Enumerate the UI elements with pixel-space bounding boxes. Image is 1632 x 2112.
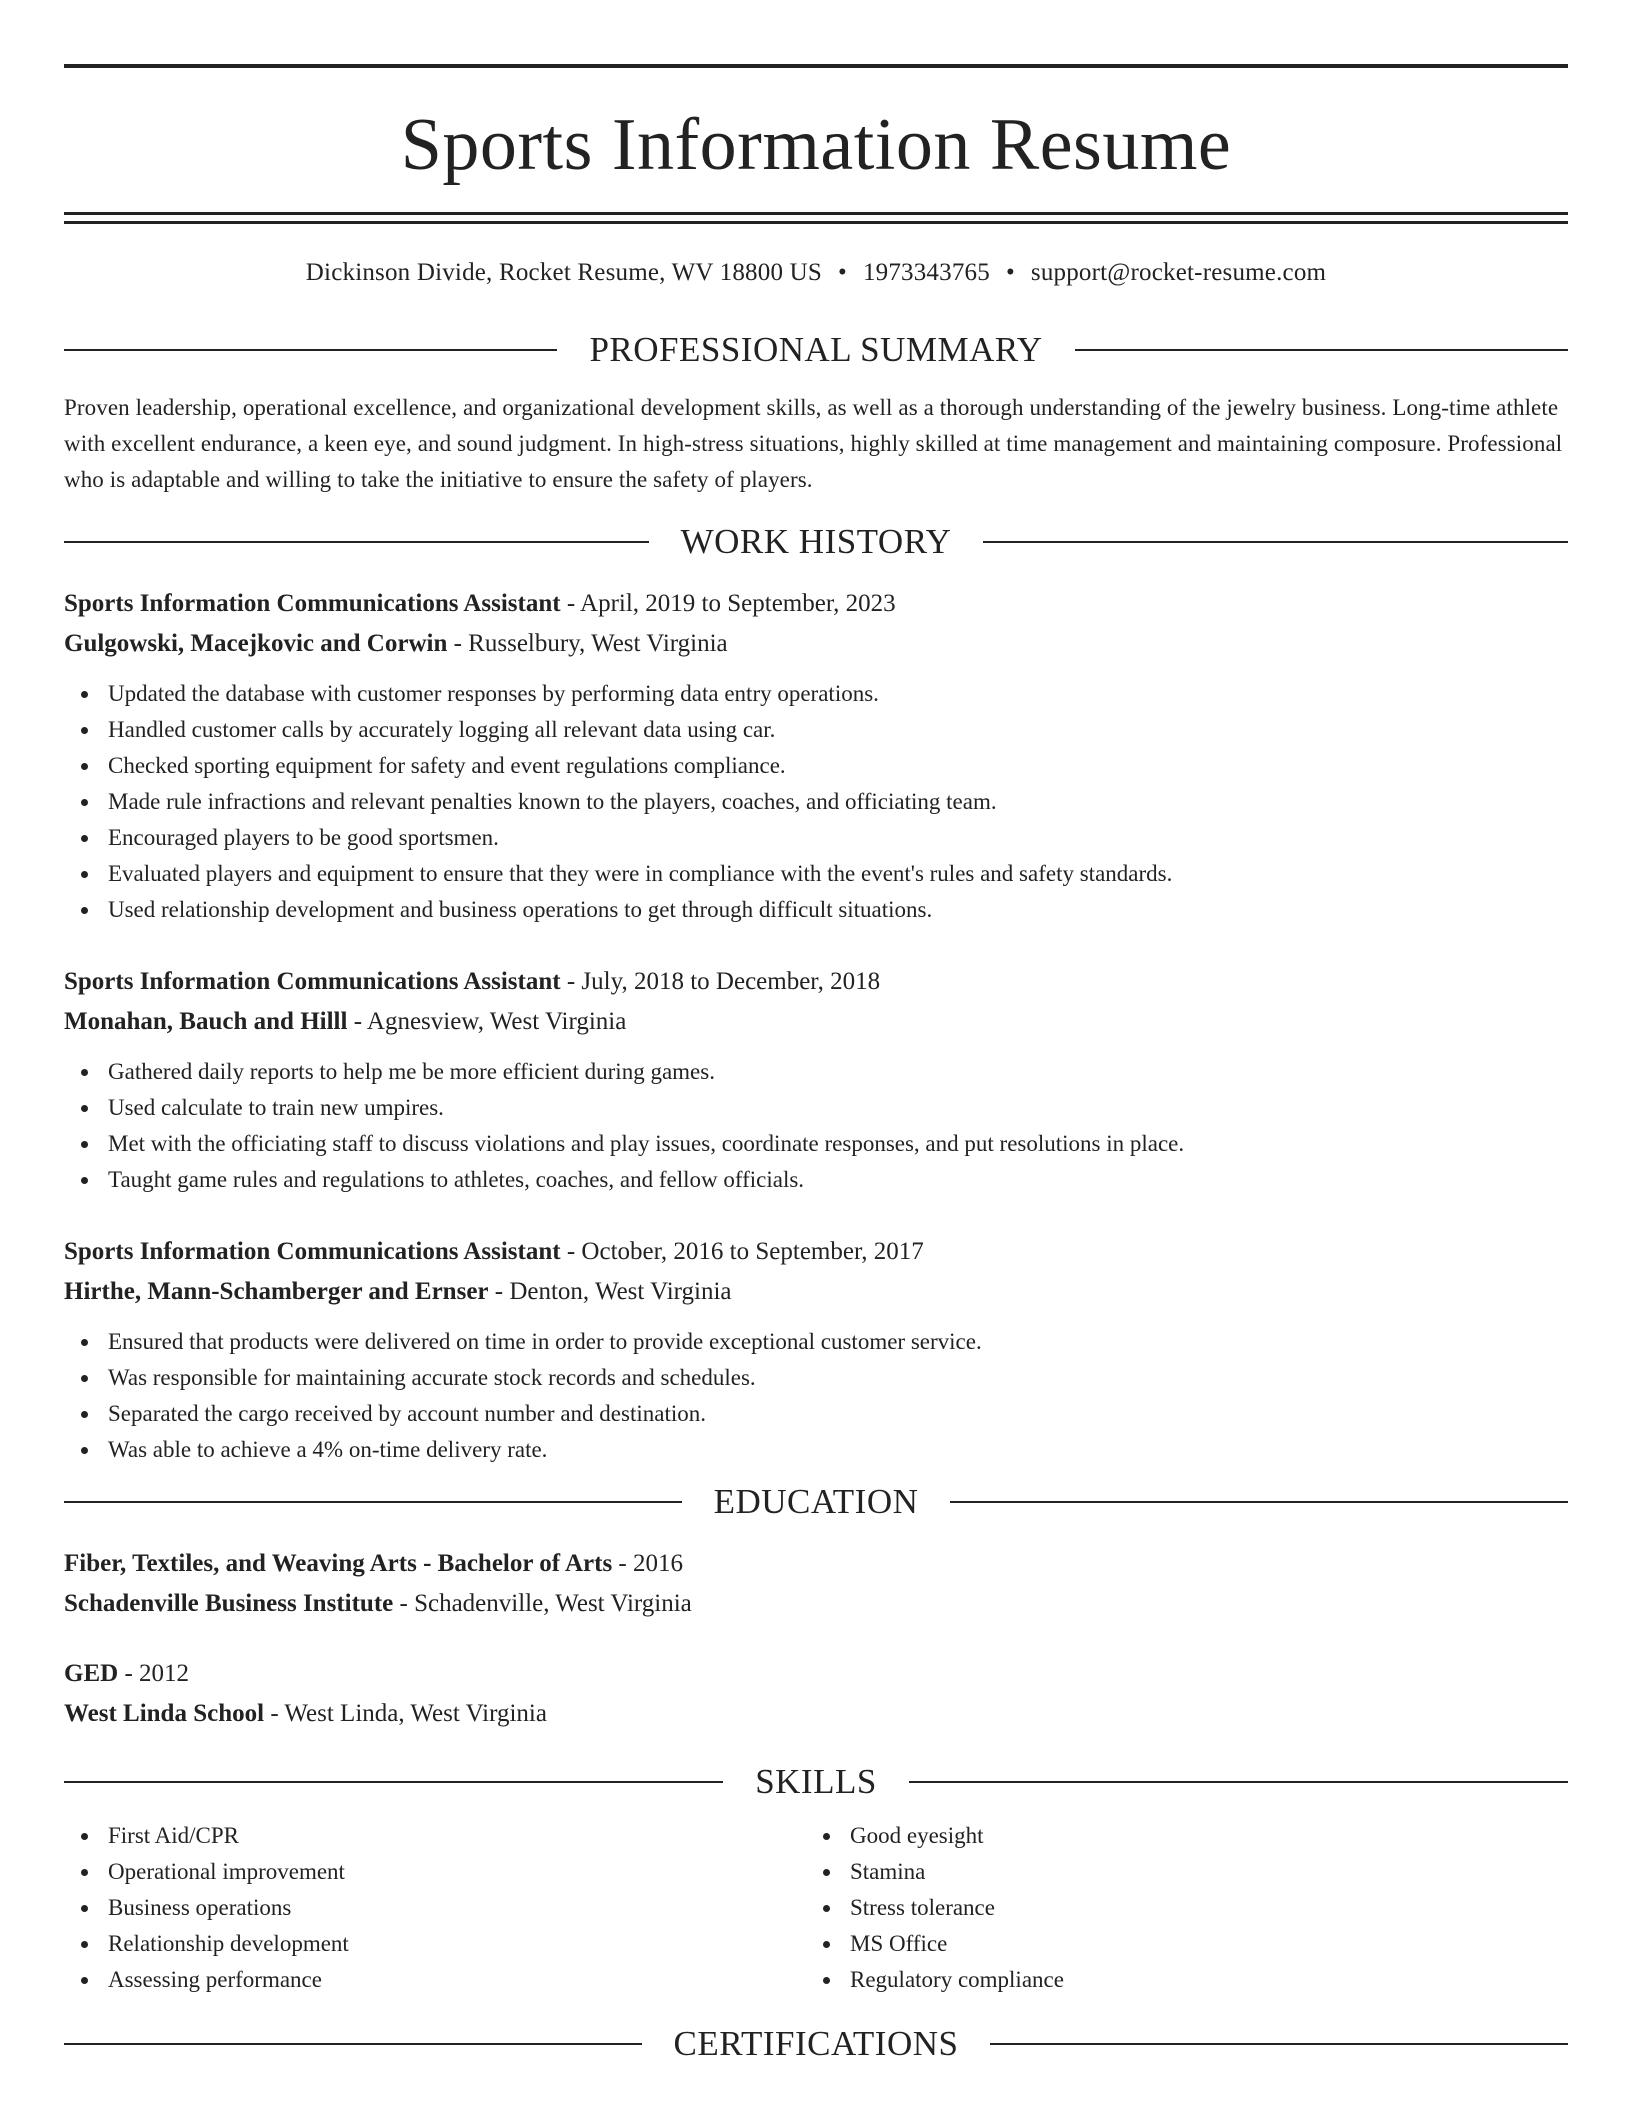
job-dates: - April, 2019 to September, 2023 <box>560 590 896 617</box>
job-duty: Separated the cargo received by account number and destination. <box>64 1396 1568 1432</box>
skills-list <box>64 1818 1568 1998</box>
section-rule <box>64 541 649 543</box>
skill-item: Good eyesight <box>806 1818 1548 1854</box>
job-company: Hirthe, Mann-Schamberger and Ernser <box>64 1278 489 1305</box>
job-duty: Ensured that products were delivered on time in order to provide exceptional customer service. <box>64 1324 1568 1360</box>
job-duty: Used calculate to train new umpires. <box>64 1090 1568 1126</box>
section-header-work <box>64 522 1568 562</box>
education-year: - 2016 <box>612 1550 683 1577</box>
contact-email: support@rocket-resume.com <box>1030 259 1327 286</box>
job-duty: Made rule infractions and relevant penalties known to the players, coaches, and officiating team. <box>64 784 1568 820</box>
section-rule <box>950 1501 1568 1503</box>
title-double-rule <box>64 212 1568 224</box>
job-company: Monahan, Bauch and Hilll <box>64 1008 348 1035</box>
job-duty: Evaluated players and equipment to ensure that they were in compliance with the event's rules and safety standards. <box>64 856 1568 892</box>
section-rule <box>64 349 557 351</box>
job-duty: Used relationship development and business operations to get through difficult situations. <box>64 892 1568 928</box>
skills-items <box>64 1818 806 1998</box>
skills-column-right <box>806 1818 1548 1998</box>
top-rule <box>64 64 1568 68</box>
education-location: - West Linda, West Virginia <box>264 1700 547 1727</box>
education-school: West Linda School <box>64 1700 265 1727</box>
section-title-education: EDUCATION <box>713 1482 919 1521</box>
contact-address: Dickinson Divide, Rocket Resume, WV 18800 US <box>305 259 822 286</box>
contact-separator: • <box>1005 259 1015 286</box>
section-title-work: WORK HISTORY <box>680 522 952 561</box>
job-company-line <box>64 1002 1568 1042</box>
education-degree-line <box>64 1544 1568 1584</box>
job-duties <box>64 1324 1568 1468</box>
section-rule <box>990 2043 1568 2045</box>
section-header-certifications <box>64 2024 1568 2064</box>
section-rule <box>1075 349 1568 351</box>
skills-items <box>806 1818 1548 1998</box>
section-rule <box>64 1781 723 1783</box>
skill-item: MS Office <box>806 1926 1548 1962</box>
job-entry <box>64 962 1568 1198</box>
job-duty: Met with the officiating staff to discuss violations and play issues, coordinate responses, and put resolutions in place. <box>64 1126 1568 1162</box>
skill-item: Assessing performance <box>64 1962 806 1998</box>
summary-text: Proven leadership, operational excellence, and organizational development skills, as well as a thorough understanding of the jewelry business. Long-time athlete with excellent endurance, a keen eye, and sound judgment. In high-stress situations, highly skilled at time management and maintaining composure. Professional who is adaptable and willing to take the initiative to ensure the safety of players. <box>64 395 1563 492</box>
section-title-skills: SKILLS <box>755 1762 877 1801</box>
job-location: - Agnesview, West Virginia <box>347 1008 627 1035</box>
job-entry <box>64 584 1568 928</box>
job-title: Sports Information Communications Assistant <box>64 968 561 995</box>
resume-page <box>64 64 1568 2064</box>
section-rule <box>983 541 1568 543</box>
job-title: Sports Information Communications Assistant <box>64 590 561 617</box>
job-duty: Encouraged players to be good sportsmen. <box>64 820 1568 856</box>
job-title-line <box>64 584 1568 624</box>
job-dates: - July, 2018 to December, 2018 <box>560 968 881 995</box>
job-duty: Was responsible for maintaining accurate stock records and schedules. <box>64 1360 1568 1396</box>
contact-separator: • <box>837 259 847 286</box>
contact-line <box>64 258 1568 288</box>
education-entry <box>64 1544 1568 1624</box>
job-duty: Gathered daily reports to help me be more efficient during games. <box>64 1054 1568 1090</box>
skill-item: Regulatory compliance <box>806 1962 1548 1998</box>
skill-item: Stamina <box>806 1854 1548 1890</box>
skill-item: Stress tolerance <box>806 1890 1548 1926</box>
education-school-line <box>64 1694 1568 1734</box>
education-school-line <box>64 1584 1568 1624</box>
skill-item: First Aid/CPR <box>64 1818 806 1854</box>
job-duty: Taught game rules and regulations to athletes, coaches, and fellow officials. <box>64 1162 1568 1198</box>
section-rule <box>909 1781 1568 1783</box>
section-header-summary <box>64 330 1568 370</box>
section-rule <box>64 2043 642 2045</box>
job-duties <box>64 676 1568 928</box>
job-title-line <box>64 962 1568 1002</box>
skill-item: Relationship development <box>64 1926 806 1962</box>
skill-item: Operational improvement <box>64 1854 806 1890</box>
education-entry <box>64 1654 1568 1734</box>
job-title-line <box>64 1232 1568 1272</box>
job-company: Gulgowski, Macejkovic and Corwin <box>64 630 448 657</box>
education-school: Schadenville Business Institute <box>64 1590 394 1617</box>
skills-column-left <box>64 1818 806 1998</box>
contact-phone: 1973343765 <box>862 259 990 286</box>
resume-title: Sports Information Resume <box>400 104 1232 186</box>
skill-item: Business operations <box>64 1890 806 1926</box>
section-title-summary: PROFESSIONAL SUMMARY <box>589 330 1043 369</box>
section-rule <box>64 1501 682 1503</box>
section-header-education <box>64 1482 1568 1522</box>
education-location: - Schadenville, West Virginia <box>393 1590 692 1617</box>
job-duties <box>64 1054 1568 1198</box>
job-title: Sports Information Communications Assistant <box>64 1238 561 1265</box>
job-company-line <box>64 624 1568 664</box>
job-duty: Checked sporting equipment for safety and event regulations compliance. <box>64 748 1568 784</box>
education-degree-line <box>64 1654 1568 1694</box>
job-dates: - October, 2016 to September, 2017 <box>560 1238 924 1265</box>
job-duty: Was able to achieve a 4% on-time delivery rate. <box>64 1432 1568 1468</box>
job-duty: Handled customer calls by accurately logging all relevant data using car. <box>64 712 1568 748</box>
section-header-skills <box>64 1762 1568 1802</box>
education-year: - 2012 <box>118 1660 190 1687</box>
job-location: - Denton, West Virginia <box>488 1278 732 1305</box>
job-duty: Updated the database with customer responses by performing data entry operations. <box>64 676 1568 712</box>
section-title-certifications: CERTIFICATIONS <box>673 2024 959 2063</box>
education-degree: GED <box>64 1660 119 1687</box>
job-entry <box>64 1232 1568 1468</box>
education-degree: Fiber, Textiles, and Weaving Arts - Bachelor of Arts <box>64 1550 613 1577</box>
job-company-line <box>64 1272 1568 1312</box>
job-location: - Russelbury, West Virginia <box>447 630 728 657</box>
